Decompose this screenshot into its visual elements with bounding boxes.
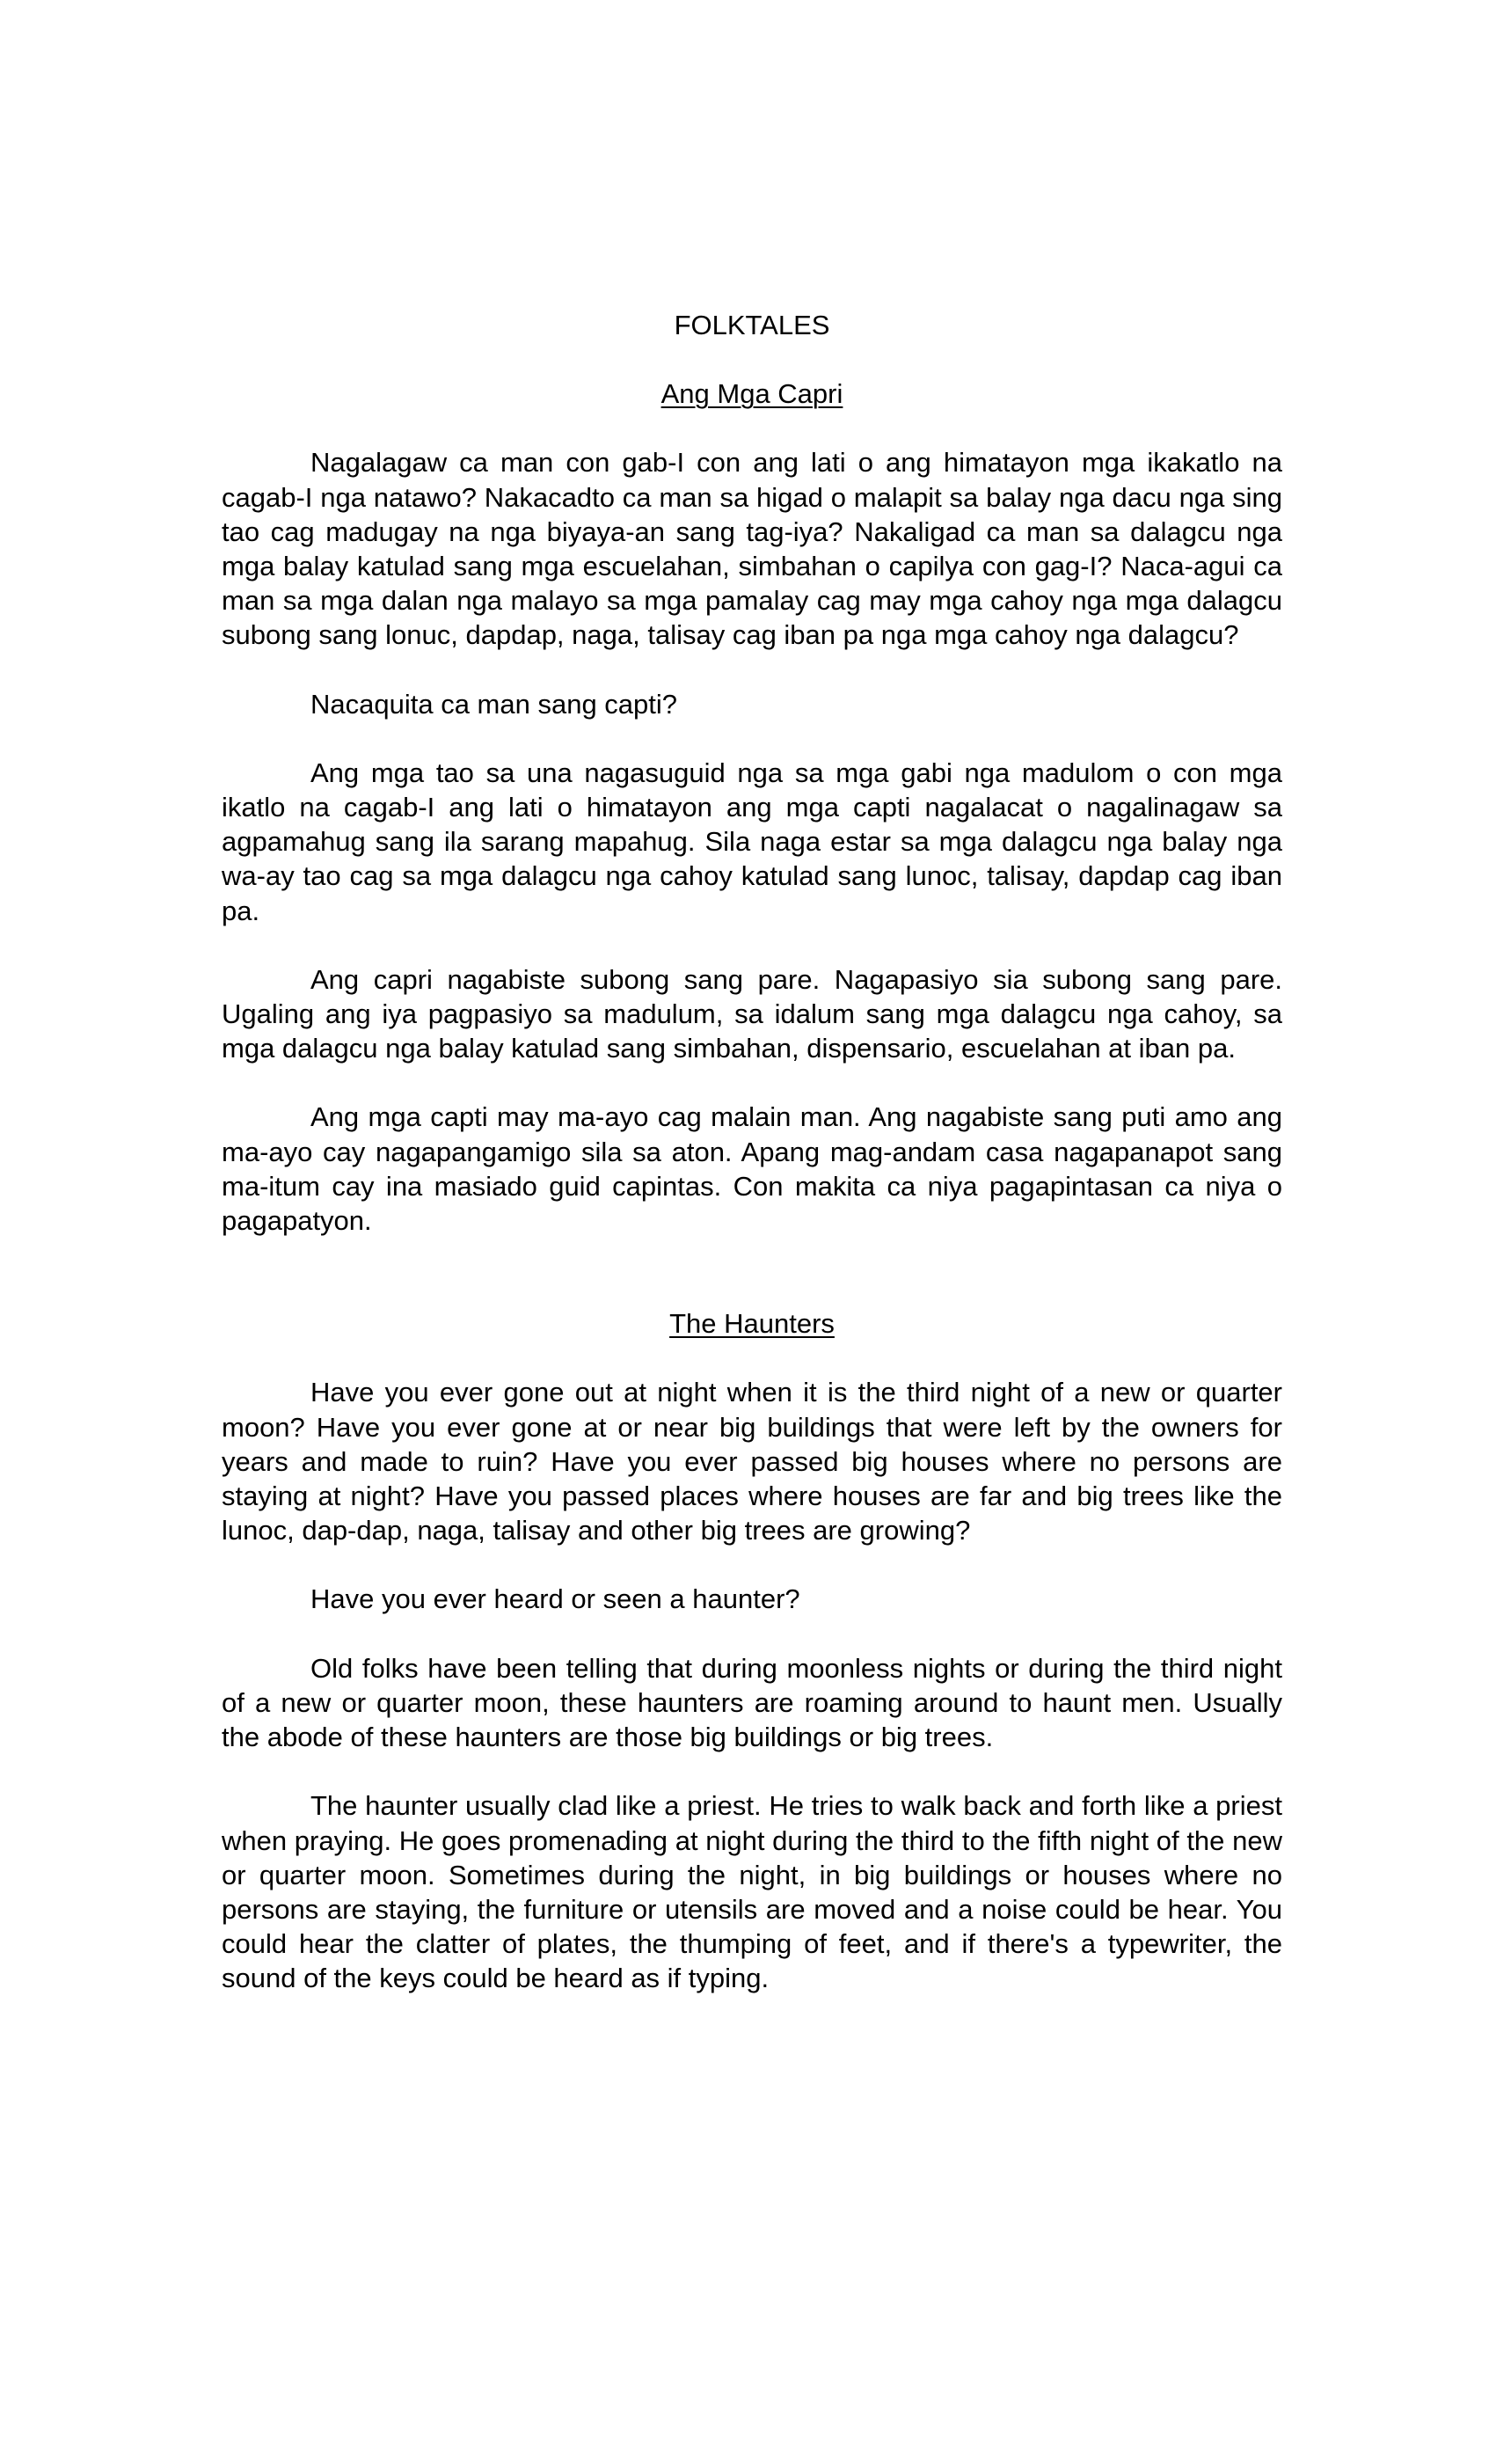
spacer (222, 1341, 1282, 1375)
section-title (222, 377, 1282, 411)
section-title-text: Ang Mga Capri (660, 378, 843, 410)
paragraph: Old folks have been telling that during moonless nights or during the third night of a new or quarter moon, these haunters are roaming around to haunt men. Usually the abode of these haunters are those big buildings or big trees. (222, 1652, 1282, 1753)
spacer (222, 1754, 1282, 1788)
paragraph: Ang mga tao sa una nagasuguid nga sa mga gabi nga madulom o con mga ikatlo na cagab-I ang lati o himatayon ang mga capti nagalacat o nagalinagaw sa agpamahug sang ila sarang mapahug. Sila naga estar sa mga dalagcu nga balay nga wa-ay tao cag sa mga dalagcu nga cahoy katulad sang lunoc, talisay, dapdap cag iban pa. (222, 757, 1282, 926)
paragraph: Have you ever heard or seen a haunter? (310, 1583, 800, 1615)
document-heading: FOLKTALES (674, 310, 830, 340)
paragraph: Ang mga capti may ma-ayo cag malain man. Ang nagabiste sang puti amo ang ma-ayo cay nagapangamigo sila sa aton. Apang mag-andam casa nagapanapot sang ma-itum cay ina masiado guid capintas. Con makita ca niya pagapintasan ca niya o pagapatyon. (222, 1101, 1282, 1237)
section-ang-mga-capri (222, 377, 1282, 1238)
section-title-text: The Haunters (669, 1308, 835, 1340)
paragraph: Nagalagaw ca man con gab-I con ang lati o ang himatayon mga ikakatlo na cagab-I nga natawo? Nakacadto ca man sa higad o malapit sa balay nga dacu nga sing tao cag madugay na nga biyaya-an sang tag-iya? Nakaligad ca man sa dalagcu nga mga balay katulad sang mga escuelahan, simbahan o capilya con gag-I? Naca-agui ca man sa mga dalan nga malayo sa mga pamalay cag may mga cahoy nga mga dalagcu subong sang lonuc, dapdap, naga, talisay cag iban pa nga mga cahoy nga dalagcu? (222, 447, 1282, 651)
paragraph: Ang capri nagabiste subong sang pare. Nagapasiyo sia subong sang pare. Ugaling ang iya pagpasiyo sa madulum, sa idalum sang mga dalagcu nga cahoy, sa mga dalagcu nga balay katulad sang simbahan, dispensario, escuelahan at iban pa. (222, 963, 1282, 1064)
paragraph: The haunter usually clad like a priest. He tries to walk back and forth like a priest when praying. He goes promenading at night during the third to the fifth night of the new or quarter moon. Sometimes during the night, in big buildings or houses where no persons are staying, the furniture or utensils are moved and a noise could be hear. You could hear the clatter of plates, the thumping of feet, and if there's a typewriter, the sound of the keys could be heard as if typing. (222, 1790, 1282, 1994)
spacer (222, 342, 1282, 377)
spacer (222, 1617, 1282, 1651)
spacer (222, 1065, 1282, 1100)
spacer (222, 653, 1282, 687)
section-spacer (222, 1238, 1282, 1306)
paragraph: Have you ever gone out at night when it is the third night of a new or quarter moon? Have you ever gone at or near big buildings that were left by the owners for years and made to ruin? Have you ever passed big houses where no persons are staying at night? Have you passed places where houses are far and big trees like the lunoc, dap-dap, naga, talisay and other big trees are growing? (222, 1377, 1282, 1546)
spacer (222, 721, 1282, 756)
section-title (222, 1306, 1282, 1341)
spacer (222, 1547, 1282, 1582)
section-the-haunters (222, 1306, 1282, 1995)
spacer (222, 928, 1282, 962)
document-body (222, 308, 1282, 1996)
spacer (222, 411, 1282, 445)
paragraph: Nacaquita ca man sang capti? (310, 688, 678, 720)
